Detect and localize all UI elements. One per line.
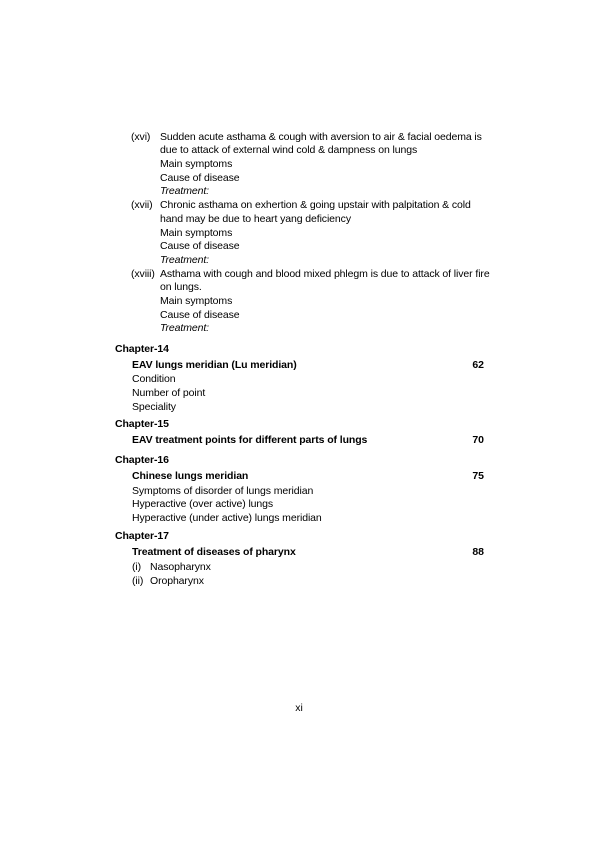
treatment-label: Treatment: xyxy=(160,322,209,334)
sub-item: Main symptoms xyxy=(160,158,233,170)
item-number: (xvi) xyxy=(131,131,151,143)
list-item-number: (i) xyxy=(132,561,142,573)
item-number: (xviii) xyxy=(131,268,155,280)
chapter-sub-item: Number of point xyxy=(132,387,206,399)
item-text-line: on lungs. xyxy=(160,281,202,293)
chapter-sub-item: Speciality xyxy=(132,401,176,413)
chapter-page-number: 62 xyxy=(472,359,484,371)
sub-item: Cause of disease xyxy=(160,240,240,252)
chapter-sub-item: Symptoms of disorder of lungs meridian xyxy=(132,485,314,497)
sub-item: Main symptoms xyxy=(160,295,233,307)
list-item-number: (ii) xyxy=(132,575,144,587)
list-item-text: Nasopharynx xyxy=(150,561,211,573)
chapter-page-number: 88 xyxy=(472,546,484,558)
item-text-line: Chronic asthama on exhertion & going upstair with palpitation & cold xyxy=(160,199,471,211)
chapter-heading: Chapter-14 xyxy=(115,343,169,355)
page-number: xi xyxy=(295,702,303,714)
chapter-heading: Chapter-16 xyxy=(115,454,169,466)
sub-item: Cause of disease xyxy=(160,309,240,321)
chapter-heading: Chapter-15 xyxy=(115,418,169,430)
chapter-heading: Chapter-17 xyxy=(115,530,169,542)
chapter-sub-item: Condition xyxy=(132,373,176,385)
chapter-title: Treatment of diseases of pharynx xyxy=(132,546,296,558)
treatment-label: Treatment: xyxy=(160,185,209,197)
item-number: (xvii) xyxy=(131,199,153,211)
chapter-sub-item: Hyperactive (over active) lungs xyxy=(132,498,274,510)
chapter-title: EAV lungs meridian (Lu meridian) xyxy=(132,359,297,371)
chapter-page-number: 70 xyxy=(472,434,484,446)
item-text-line: Asthama with cough and blood mixed phlegm is due to attack of liver fire xyxy=(160,268,490,280)
treatment-label: Treatment: xyxy=(160,254,209,266)
item-text-line: due to attack of external wind cold & dampness on lungs xyxy=(160,144,418,156)
chapter-page-number: 75 xyxy=(472,470,484,482)
list-item-text: Oropharynx xyxy=(150,575,204,587)
chapter-title: Chinese lungs meridian xyxy=(132,470,249,482)
chapter-title: EAV treatment points for different parts of lungs xyxy=(132,434,368,446)
sub-item: Main symptoms xyxy=(160,227,233,239)
item-text-line: Sudden acute asthama & cough with aversion to air & facial oedema is xyxy=(160,131,482,143)
item-text-line: hand may be due to heart yang deficiency xyxy=(160,213,351,225)
chapter-sub-item: Hyperactive (under active) lungs meridian xyxy=(132,512,322,524)
sub-item: Cause of disease xyxy=(160,172,240,184)
